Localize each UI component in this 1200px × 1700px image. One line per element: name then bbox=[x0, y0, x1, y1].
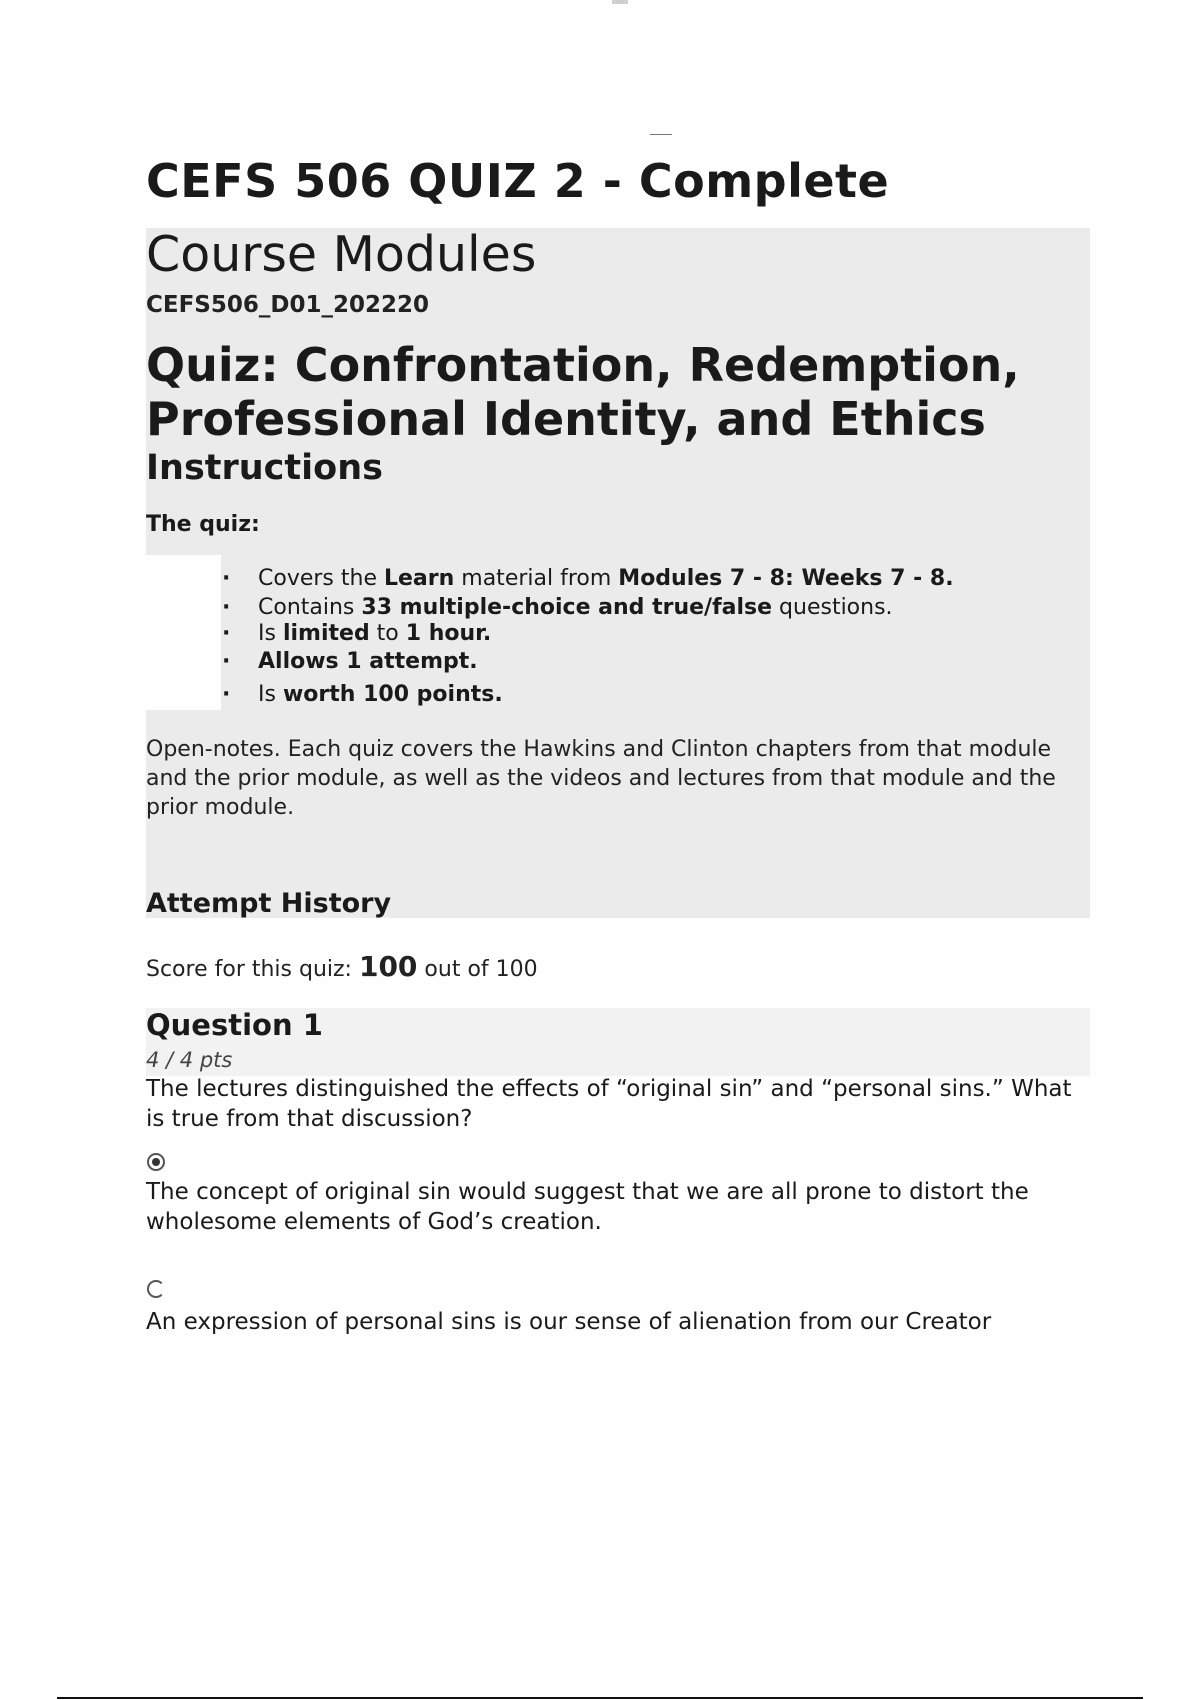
course-modules-heading: Course Modules bbox=[146, 226, 537, 283]
score-line bbox=[146, 950, 538, 983]
question-points: 4 / 4 pts bbox=[146, 1048, 233, 1072]
list-item: · Allows 1 attempt. bbox=[222, 649, 954, 682]
score-suffix: out of 100 bbox=[417, 957, 538, 982]
course-code: CEFS506_D01_202220 bbox=[146, 292, 429, 318]
footer-rule bbox=[57, 1697, 1143, 1699]
score-prefix: Score for this quiz: bbox=[146, 957, 359, 982]
instructions-heading: Instructions bbox=[146, 448, 383, 488]
quiz-rules-list bbox=[222, 566, 954, 707]
question-title: Question 1 bbox=[146, 1008, 323, 1042]
the-quiz-label: The quiz: bbox=[146, 512, 260, 537]
list-item: · Is limited to 1 hour. bbox=[222, 621, 954, 649]
top-scan-mark bbox=[612, 0, 628, 4]
document-title: CEFS 506 QUIZ 2 - Complete bbox=[146, 154, 890, 208]
score-value: 100 bbox=[358, 950, 418, 983]
question-text: The lectures distinguished the effects of “original sin” and “personal sins.” What is true from that discussion? bbox=[146, 1076, 1072, 1132]
list-item: · Covers the Learn material from Modules 7 - 8: Weeks 7 - 8. bbox=[222, 566, 954, 595]
attempt-history-heading: Attempt History bbox=[146, 888, 392, 919]
list-item: · Is worth 100 points. bbox=[222, 682, 954, 707]
header-dash bbox=[650, 134, 672, 135]
list-item: · Contains 33 multiple-choice and true/false questions. bbox=[222, 595, 954, 621]
bullet-gutter bbox=[146, 555, 221, 710]
open-notes-paragraph: Open-notes. Each quiz covers the Hawkins and Clinton chapters from that module and the prior module, as well as the videos and lectures from that module and the prior module. bbox=[146, 737, 1056, 820]
quiz-title: Quiz: Confrontation, Redemption, Professional Identity, and Ethics bbox=[146, 338, 1020, 446]
answer-1-text: The concept of original sin would suggest that we are all prone to distort the wholesome elements of God’s creation. bbox=[146, 1179, 1029, 1235]
answer-2-text: An expression of personal sins is our sense of alienation from our Creator bbox=[146, 1309, 992, 1335]
answer-2-radio[interactable] bbox=[147, 1280, 165, 1298]
answer-1-radio[interactable] bbox=[147, 1153, 165, 1171]
